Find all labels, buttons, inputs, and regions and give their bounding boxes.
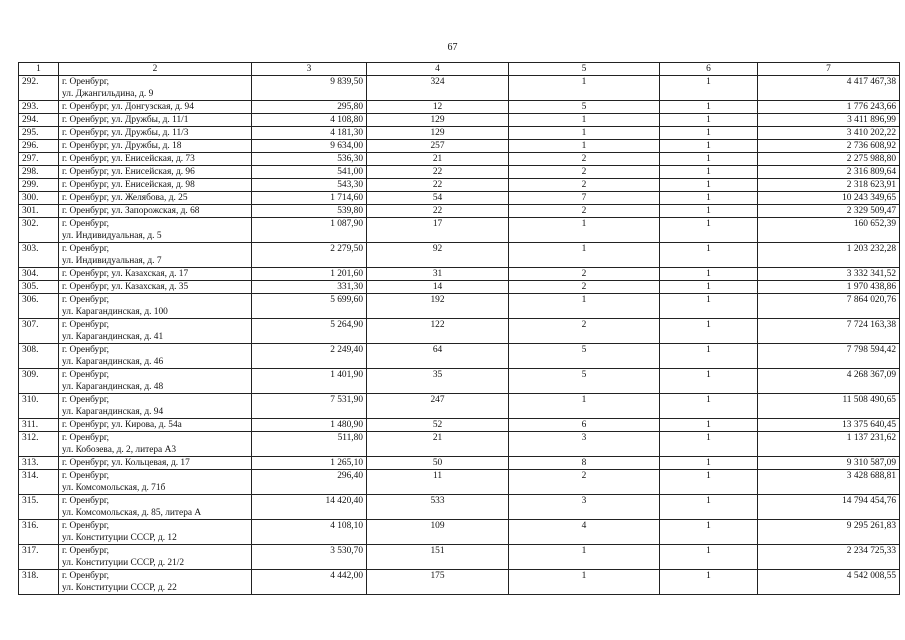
address-line-1: г. Оренбург, ул. Дружбы, д. 11/3 [62, 128, 189, 138]
address-line-1: г. Оренбург, ул. Дружбы, д. 18 [62, 141, 182, 151]
count-cell: 324 [367, 76, 509, 101]
address-line-2: ул. Карагандинская, д. 94 [62, 407, 164, 417]
count-cell: 192 [367, 294, 509, 319]
page-number: 67 [447, 42, 458, 53]
category-cell: 2 [509, 205, 660, 218]
count-cell: 109 [367, 520, 509, 545]
address-cell [59, 281, 252, 294]
row-number-cell: 307. [19, 319, 59, 344]
address-cell [59, 192, 252, 205]
table-row [19, 243, 900, 268]
address-line-1: г. Оренбург, [62, 521, 110, 531]
amount-cell: 1 137 231,62 [758, 432, 900, 457]
area-cell: 14 420,40 [252, 495, 367, 520]
area-cell: 1 401,90 [252, 369, 367, 394]
flag-cell: 1 [660, 140, 758, 153]
row-number-cell: 310. [19, 394, 59, 419]
area-cell: 5 264,90 [252, 319, 367, 344]
address-line-2: ул. Карагандинская, д. 100 [62, 307, 168, 317]
flag-cell: 1 [660, 205, 758, 218]
row-number-cell: 299. [19, 179, 59, 192]
address-cell [59, 419, 252, 432]
count-cell: 533 [367, 495, 509, 520]
count-cell: 14 [367, 281, 509, 294]
housing-table [18, 62, 900, 595]
amount-cell: 2 316 809,64 [758, 166, 900, 179]
area-cell: 543,30 [252, 179, 367, 192]
category-cell: 1 [509, 394, 660, 419]
address-line-1: г. Оренбург, [62, 496, 110, 506]
flag-cell: 1 [660, 344, 758, 369]
address-cell [59, 153, 252, 166]
address-line-1: г. Оренбург, [62, 320, 110, 330]
category-cell: 3 [509, 495, 660, 520]
amount-cell: 7 724 163,38 [758, 319, 900, 344]
header-cell: 2 [59, 63, 252, 76]
category-cell: 6 [509, 419, 660, 432]
row-number-cell: 311. [19, 419, 59, 432]
address-cell [59, 243, 252, 268]
category-cell: 1 [509, 294, 660, 319]
area-cell: 5 699,60 [252, 294, 367, 319]
table-row [19, 394, 900, 419]
address-line-1: г. Оренбург, ул. Енисейская, д. 98 [62, 180, 195, 190]
category-cell: 5 [509, 369, 660, 394]
category-cell: 1 [509, 570, 660, 595]
row-number-cell: 315. [19, 495, 59, 520]
address-line-1: г. Оренбург, ул. Донгузская, д. 94 [62, 102, 194, 112]
area-cell: 511,80 [252, 432, 367, 457]
address-line-1: г. Оренбург, [62, 77, 110, 87]
area-cell: 4 108,10 [252, 520, 367, 545]
table-row [19, 218, 900, 243]
category-cell: 8 [509, 457, 660, 470]
row-number-cell: 318. [19, 570, 59, 595]
amount-cell: 1 776 243,66 [758, 101, 900, 114]
count-cell: 175 [367, 570, 509, 595]
flag-cell: 1 [660, 495, 758, 520]
count-cell: 31 [367, 268, 509, 281]
table-body [19, 63, 900, 595]
amount-cell: 7 798 594,42 [758, 344, 900, 369]
amount-cell: 14 794 454,76 [758, 495, 900, 520]
address-line-1: г. Оренбург, [62, 571, 110, 581]
address-line-1: г. Оренбург, ул. Казахская, д. 35 [62, 282, 189, 292]
table-row [19, 495, 900, 520]
table-row [19, 127, 900, 140]
flag-cell: 1 [660, 394, 758, 419]
header-cell: 7 [758, 63, 900, 76]
flag-cell: 1 [660, 127, 758, 140]
category-cell: 5 [509, 101, 660, 114]
amount-cell: 11 508 490,65 [758, 394, 900, 419]
address-line-1: г. Оренбург, ул. Дружбы, д. 11/1 [62, 115, 189, 125]
area-cell: 1 201,60 [252, 268, 367, 281]
address-line-2: ул. Карагандинская, д. 48 [62, 382, 164, 392]
address-line-1: г. Оренбург, ул. Казахская, д. 17 [62, 269, 189, 279]
address-line-2: ул. Комсомольская, д. 71б [62, 483, 166, 493]
amount-cell: 10 243 349,65 [758, 192, 900, 205]
address-cell [59, 205, 252, 218]
flag-cell: 1 [660, 470, 758, 495]
flag-cell: 1 [660, 457, 758, 470]
table-row [19, 179, 900, 192]
category-cell: 2 [509, 319, 660, 344]
category-cell: 1 [509, 243, 660, 268]
count-cell: 54 [367, 192, 509, 205]
table-row [19, 268, 900, 281]
row-number-cell: 312. [19, 432, 59, 457]
row-number-cell: 294. [19, 114, 59, 127]
table-row [19, 419, 900, 432]
area-cell: 2 249,40 [252, 344, 367, 369]
category-cell: 7 [509, 192, 660, 205]
category-cell: 2 [509, 268, 660, 281]
row-number-cell: 302. [19, 218, 59, 243]
address-cell [59, 344, 252, 369]
address-line-1: г. Оренбург, ул. Кирова, д. 54а [62, 420, 182, 430]
count-cell: 64 [367, 344, 509, 369]
count-cell: 92 [367, 243, 509, 268]
count-cell: 12 [367, 101, 509, 114]
address-cell [59, 495, 252, 520]
area-cell: 4 181,30 [252, 127, 367, 140]
count-cell: 50 [367, 457, 509, 470]
address-line-2: ул. Карагандинская, д. 41 [62, 332, 164, 342]
address-line-2: ул. Конституции СССР, д. 22 [62, 583, 177, 593]
amount-cell: 4 268 367,09 [758, 369, 900, 394]
address-line-1: г. Оренбург, [62, 471, 110, 481]
count-cell: 17 [367, 218, 509, 243]
amount-cell: 160 652,39 [758, 218, 900, 243]
amount-cell: 1 970 438,86 [758, 281, 900, 294]
flag-cell: 1 [660, 545, 758, 570]
table-row [19, 470, 900, 495]
area-cell: 7 531,90 [252, 394, 367, 419]
row-number-cell: 309. [19, 369, 59, 394]
address-line-1: г. Оренбург, [62, 370, 110, 380]
area-cell: 295,80 [252, 101, 367, 114]
amount-cell: 13 375 640,45 [758, 419, 900, 432]
row-number-cell: 301. [19, 205, 59, 218]
header-cell: 1 [19, 63, 59, 76]
count-cell: 129 [367, 127, 509, 140]
address-line-1: г. Оренбург, ул. Енисейская, д. 73 [62, 154, 195, 164]
count-cell: 21 [367, 153, 509, 166]
row-number-cell: 293. [19, 101, 59, 114]
address-line-2: ул. Кобозева, д. 2, литера А3 [62, 445, 177, 455]
address-cell [59, 127, 252, 140]
amount-cell: 2 318 623,91 [758, 179, 900, 192]
flag-cell: 1 [660, 570, 758, 595]
amount-cell: 9 310 587,09 [758, 457, 900, 470]
table-row [19, 457, 900, 470]
flag-cell: 1 [660, 520, 758, 545]
flag-cell: 1 [660, 281, 758, 294]
address-cell [59, 166, 252, 179]
area-cell: 331,30 [252, 281, 367, 294]
amount-cell: 4 417 467,38 [758, 76, 900, 101]
row-number-cell: 313. [19, 457, 59, 470]
area-cell: 1 480,90 [252, 419, 367, 432]
amount-cell: 2 275 988,80 [758, 153, 900, 166]
amount-cell: 2 234 725,33 [758, 545, 900, 570]
header-cell: 3 [252, 63, 367, 76]
address-cell [59, 394, 252, 419]
category-cell: 1 [509, 76, 660, 101]
count-cell: 35 [367, 369, 509, 394]
address-line-2: ул. Индивидуальная, д. 7 [62, 256, 162, 266]
count-cell: 22 [367, 179, 509, 192]
category-cell: 1 [509, 545, 660, 570]
address-cell [59, 319, 252, 344]
address-cell [59, 268, 252, 281]
amount-cell: 2 736 608,92 [758, 140, 900, 153]
table-row [19, 166, 900, 179]
address-cell [59, 114, 252, 127]
flag-cell: 1 [660, 76, 758, 101]
category-cell: 3 [509, 432, 660, 457]
row-number-cell: 308. [19, 344, 59, 369]
amount-cell: 2 329 509,47 [758, 205, 900, 218]
category-cell: 4 [509, 520, 660, 545]
flag-cell: 1 [660, 432, 758, 457]
table-row [19, 545, 900, 570]
address-cell [59, 140, 252, 153]
address-line-1: г. Оренбург, [62, 345, 110, 355]
amount-cell: 3 428 688,81 [758, 470, 900, 495]
count-cell: 22 [367, 205, 509, 218]
address-cell [59, 520, 252, 545]
table-row [19, 101, 900, 114]
area-cell: 3 530,70 [252, 545, 367, 570]
table-row [19, 192, 900, 205]
address-line-1: г. Оренбург, [62, 244, 110, 254]
table-row [19, 570, 900, 595]
amount-cell: 7 864 020,76 [758, 294, 900, 319]
address-cell [59, 369, 252, 394]
area-cell: 9 634,00 [252, 140, 367, 153]
category-cell: 2 [509, 281, 660, 294]
amount-cell: 9 295 261,83 [758, 520, 900, 545]
category-cell: 1 [509, 127, 660, 140]
address-cell [59, 457, 252, 470]
area-cell: 2 279,50 [252, 243, 367, 268]
flag-cell: 1 [660, 419, 758, 432]
area-cell: 9 839,50 [252, 76, 367, 101]
address-line-2: ул. Конституции СССР, д. 21/2 [62, 558, 185, 568]
address-line-2: ул. Комсомольская, д. 85, литера А [62, 508, 202, 518]
row-number-cell: 317. [19, 545, 59, 570]
table-row [19, 114, 900, 127]
category-cell: 2 [509, 153, 660, 166]
address-line-1: г. Оренбург, ул. Енисейская, д. 96 [62, 167, 195, 177]
amount-cell: 4 542 008,55 [758, 570, 900, 595]
table-row [19, 281, 900, 294]
category-cell: 1 [509, 218, 660, 243]
category-cell: 2 [509, 470, 660, 495]
row-number-cell: 314. [19, 470, 59, 495]
table-row [19, 432, 900, 457]
address-cell [59, 101, 252, 114]
table-row [19, 369, 900, 394]
count-cell: 21 [367, 432, 509, 457]
address-cell [59, 570, 252, 595]
amount-cell: 3 410 202,22 [758, 127, 900, 140]
address-cell [59, 179, 252, 192]
table-row [19, 153, 900, 166]
table-row [19, 205, 900, 218]
category-cell: 2 [509, 166, 660, 179]
address-cell [59, 545, 252, 570]
header-row [19, 63, 900, 76]
address-line-2: ул. Конституции СССР, д. 12 [62, 533, 177, 543]
row-number-cell: 304. [19, 268, 59, 281]
count-cell: 52 [367, 419, 509, 432]
address-cell [59, 470, 252, 495]
row-number-cell: 298. [19, 166, 59, 179]
row-number-cell: 306. [19, 294, 59, 319]
address-cell [59, 218, 252, 243]
area-cell: 1 265,10 [252, 457, 367, 470]
flag-cell: 1 [660, 153, 758, 166]
row-number-cell: 295. [19, 127, 59, 140]
header-cell: 5 [509, 63, 660, 76]
address-line-1: г. Оренбург, [62, 395, 110, 405]
header-cell: 4 [367, 63, 509, 76]
category-cell: 1 [509, 114, 660, 127]
table-row [19, 319, 900, 344]
address-line-2: ул. Индивидуальная, д. 5 [62, 231, 162, 241]
row-number-cell: 292. [19, 76, 59, 101]
table-row [19, 140, 900, 153]
area-cell: 541,00 [252, 166, 367, 179]
flag-cell: 1 [660, 192, 758, 205]
table-row [19, 344, 900, 369]
address-line-1: г. Оренбург, [62, 433, 110, 443]
category-cell: 1 [509, 140, 660, 153]
count-cell: 11 [367, 470, 509, 495]
flag-cell: 1 [660, 179, 758, 192]
flag-cell: 1 [660, 369, 758, 394]
table-row [19, 520, 900, 545]
row-number-cell: 296. [19, 140, 59, 153]
area-cell: 4 442,00 [252, 570, 367, 595]
count-cell: 122 [367, 319, 509, 344]
header-cell: 6 [660, 63, 758, 76]
flag-cell: 1 [660, 218, 758, 243]
count-cell: 22 [367, 166, 509, 179]
address-line-1: г. Оренбург, [62, 546, 110, 556]
area-cell: 1 714,60 [252, 192, 367, 205]
area-cell: 536,30 [252, 153, 367, 166]
count-cell: 129 [367, 114, 509, 127]
address-line-1: г. Оренбург, [62, 219, 110, 229]
count-cell: 247 [367, 394, 509, 419]
table-row [19, 76, 900, 101]
flag-cell: 1 [660, 319, 758, 344]
flag-cell: 1 [660, 114, 758, 127]
flag-cell: 1 [660, 101, 758, 114]
address-line-1: г. Оренбург, ул. Желябова, д. 25 [62, 193, 188, 203]
flag-cell: 1 [660, 268, 758, 281]
row-number-cell: 305. [19, 281, 59, 294]
amount-cell: 3 332 341,52 [758, 268, 900, 281]
row-number-cell: 297. [19, 153, 59, 166]
row-number-cell: 316. [19, 520, 59, 545]
area-cell: 539,80 [252, 205, 367, 218]
amount-cell: 3 411 896,99 [758, 114, 900, 127]
row-number-cell: 303. [19, 243, 59, 268]
count-cell: 257 [367, 140, 509, 153]
address-line-2: ул. Карагандинская, д. 46 [62, 357, 164, 367]
area-cell: 4 108,80 [252, 114, 367, 127]
amount-cell: 1 203 232,28 [758, 243, 900, 268]
flag-cell: 1 [660, 294, 758, 319]
address-line-1: г. Оренбург, ул. Кольцевая, д. 17 [62, 458, 190, 468]
flag-cell: 1 [660, 166, 758, 179]
row-number-cell: 300. [19, 192, 59, 205]
area-cell: 296,40 [252, 470, 367, 495]
area-cell: 1 087,90 [252, 218, 367, 243]
flag-cell: 1 [660, 243, 758, 268]
address-line-1: г. Оренбург, ул. Запорожская, д. 68 [62, 206, 200, 216]
category-cell: 2 [509, 179, 660, 192]
count-cell: 151 [367, 545, 509, 570]
category-cell: 5 [509, 344, 660, 369]
address-line-1: г. Оренбург, [62, 295, 110, 305]
table-row [19, 294, 900, 319]
address-line-2: ул. Джангильдина, д. 9 [62, 89, 154, 99]
address-cell [59, 76, 252, 101]
address-cell [59, 294, 252, 319]
address-cell [59, 432, 252, 457]
